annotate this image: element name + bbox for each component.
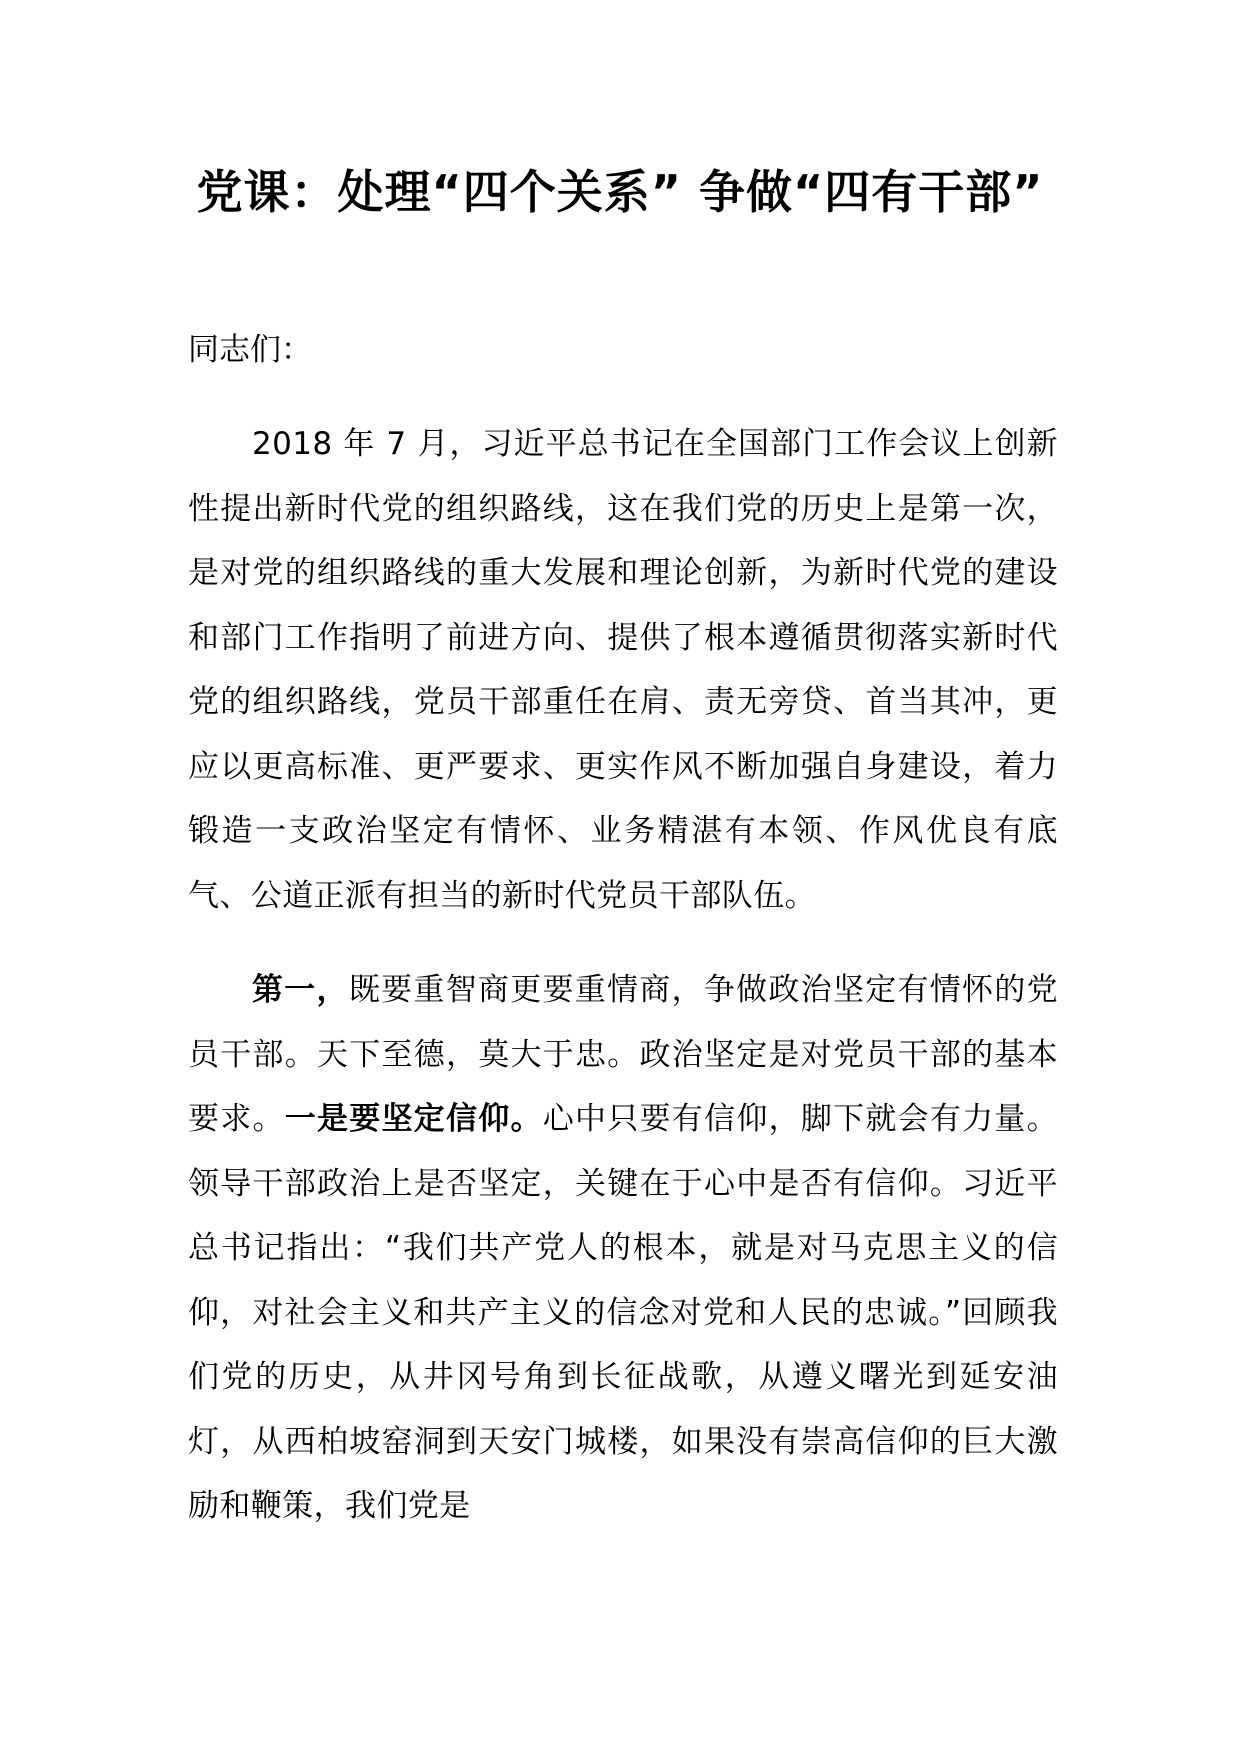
paragraph-1: 2018 年 7 月，习近平总书记在全国部门工作会议上创新性提出新时代党的组织路线，这在我们党的历史上是第一次，是对党的组织路线的重大发展和理论创新，为新时代党的建设和部门工作指明了前进方向、提供了根本遵循贯彻落实新时代党的组织路线，党员干部重任在肩、责无旁贷、首当其冲，更应以更高标准、更严要求、更实作风不断加强自身建设，着力锻造一支政治坚定有情怀、业务精湛有本领、作风优良有底气、公道正派有担当的新时代党员干部队伍。: [188, 426, 1058, 914]
paragraph-2-text-b: 心中只要有信仰，脚下就会有力量。领导干部政治上是否坚定，关键在于心中是否有信仰。习近平总书记指出：“我们共产党人的根本，就是对马克思主义的信仰，对社会主义和共产主义的信念对党和人民的忠诚。”回顾我们党的历史，从井冈号角到长征战歌，从遵义曙光到延安油灯，从西柏坡窑洞到天安门城楼，如果没有崇高信仰的巨大激励和鞭策，我们党是: [188, 1101, 1058, 1524]
document-title: 党课：处理“四个关系” 争做“四有干部”: [196, 165, 1044, 219]
document-body: [188, 318, 1058, 1569]
paragraph-2-text-a: 既要重智商更要重情商，争做政治坚定有情怀的党员干部。天下至德，莫大于忠。政治坚定是对党员干部的基本要求。: [188, 972, 1058, 1137]
paragraph-2: [188, 958, 1058, 1539]
paragraph-2-emphasis: 一是要坚定信仰。: [284, 1101, 543, 1137]
salutation: 同志们：: [188, 332, 312, 368]
paragraph-2-lead: 第一，: [252, 972, 349, 1008]
